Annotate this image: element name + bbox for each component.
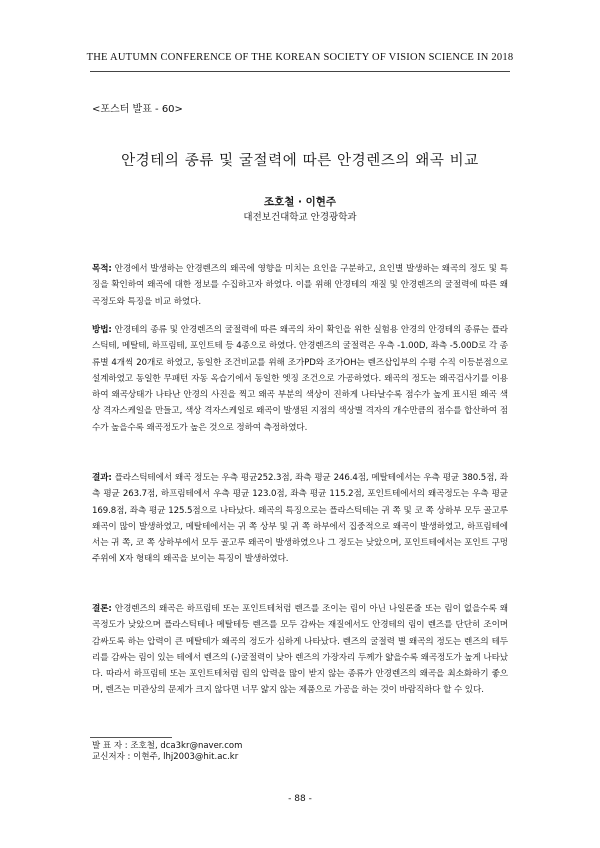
result-heading: 결과:	[92, 473, 112, 483]
conclusion-heading: 결론:	[92, 604, 112, 614]
affiliation: 대전보건대학교 안경광학과	[243, 212, 357, 223]
presenter-info: 조호철, dca3kr@naver.com	[130, 741, 243, 751]
page-number: - 88 -	[288, 794, 312, 804]
method-section	[92, 322, 508, 436]
footnote-corresponding	[92, 752, 242, 763]
method-heading: 방법:	[92, 325, 112, 335]
presenter-label: 발 표 자 :	[92, 741, 128, 751]
corresponding-info: 이현주, lhj2003@hit.ac.kr	[133, 752, 239, 762]
corresponding-label: 교신저자 :	[92, 752, 131, 762]
header-rule	[90, 71, 510, 72]
conclusion-text: 안경렌즈의 왜곡은 하프림테 또는 포인트테처럼 렌즈를 조이는 림이 아닌 나일론줄 또는 림이 없을수록 왜곡정도가 낮았으며 플라스틱테나 메탈테등 렌즈를 모두 감싸는 재질에서도 안경테의 림이 렌즈를 단단히 조이며 감싸도록 하는 압력이 큰 메탈테가 왜곡의 정도가 심하게 나타났다. 렌즈의 굴절력 별 왜곡의 정도는 렌즈의 테두리를 감싸는 림이 있는 테에서 렌즈의 (-)굴절력이 낮아 렌즈의 가장자리 두께가 얇을수록 왜곡정도가 높게 나타났다. 따라서 하프림테 또는 포인트테처럼 림의 압력을 많이 받지 않는 종류가 안경렌즈의 왜곡을 최소화하기 좋으며, 렌즈는 미관상의 문제가 크지 않다면 너무 얇지 않는 제품으로 가공을 하는 것이 바람직하다 할 수 있다.	[92, 604, 508, 696]
conference-header: THE AUTUMN CONFERENCE OF THE KOREAN SOCIETY OF VISION SCIENCE IN 2018	[86, 52, 514, 63]
footnote-presenter	[92, 741, 242, 752]
result-text: 플라스틱테에서 왜곡 정도는 우측 평균252.3점, 좌측 평균 246.4점, 메탈테에서는 우측 평균 380.5점, 좌측 평균 263.7점, 하프림테에서 우측 평균 123.0점, 좌측 평균 115.2점, 포인트테에서의 왜곡정도는 우측 평균 169.8점, 좌측 평균 125.5점으로 나타났다. 왜곡의 특징으로는 플라스틱테는 귀 쪽 및 코 쪽 상하부 모두 골고루 왜곡이 많이 발생하였고, 메탈테에서는 귀 쪽 상부 및 귀 쪽 하부에서 집중적으로 왜곡이 발생하였고, 하프림테에서는 귀 쪽, 코 쪽 상하부에서 모두 골고루 왜곡이 발생하였으나 그 정도는 낮았으며, 포인트테에서는 포인트 구멍 주위에 X자 형태의 왜곡을 보이는 특징이 발생하였다.	[92, 473, 508, 565]
authors: 조호철 · 이현주	[263, 196, 337, 208]
poster-label: <포스터 발표 - 60>	[92, 104, 183, 115]
paper-title: 안경테의 종류 및 굴절력에 따른 안경렌즈의 왜곡 비교	[121, 153, 479, 169]
conclusion-section	[92, 601, 508, 699]
footnote	[92, 741, 242, 763]
purpose-section	[92, 261, 508, 310]
purpose-text: 안경에서 발생하는 안경렌즈의 왜곡에 영향을 미치는 요인을 구분하고, 요인별 발생하는 왜곡의 정도 및 특징을 확인하여 왜곡에 대한 정보를 수집하고자 하였다. 이를 위해 안경테의 재질 및 안경렌즈의 굴절력에 따른 왜곡정도와 특징을 비교 하였다.	[92, 264, 508, 307]
method-text: 안경테의 종류 및 안경렌즈의 굴절력에 따른 왜곡의 차이 확인을 위한 실험용 안경의 안경테의 종류는 플라스틱테, 메탈테, 하프림테, 포인트테 등 4종으로 하였다. 안경렌즈의 굴절력은 우측 -1.00D, 좌측 -5.00D로 각 종류별 4개씩 20개로 하였고, 동일한 조건비교를 위해 조가PD와 조가OH는 렌즈삽입부의 수평 수직 이등분점으로 설계하였고 동일한 무패턴 자동 옥습기에서 동일한 엣징 조건으로 가공하였다. 왜곡의 정도는 왜곡검사기를 이용하여 왜곡상태가 나타난 안경의 사진을 찍고 왜곡 부분의 색상이 진하게 나타날수록 점수가 높게 표시된 왜곡 색상 격자스케일을 만들고, 색상 격자스케일로 왜곡이 발생된 지점의 색상별 격자의 개수만큼의 점수를 합산하여 점수가 높을수록 왜곡정도가 높은 것으로 정하여 측정하였다.	[92, 325, 508, 433]
result-section	[92, 470, 508, 568]
footnote-rule	[90, 737, 172, 738]
purpose-heading: 목적:	[92, 264, 112, 274]
